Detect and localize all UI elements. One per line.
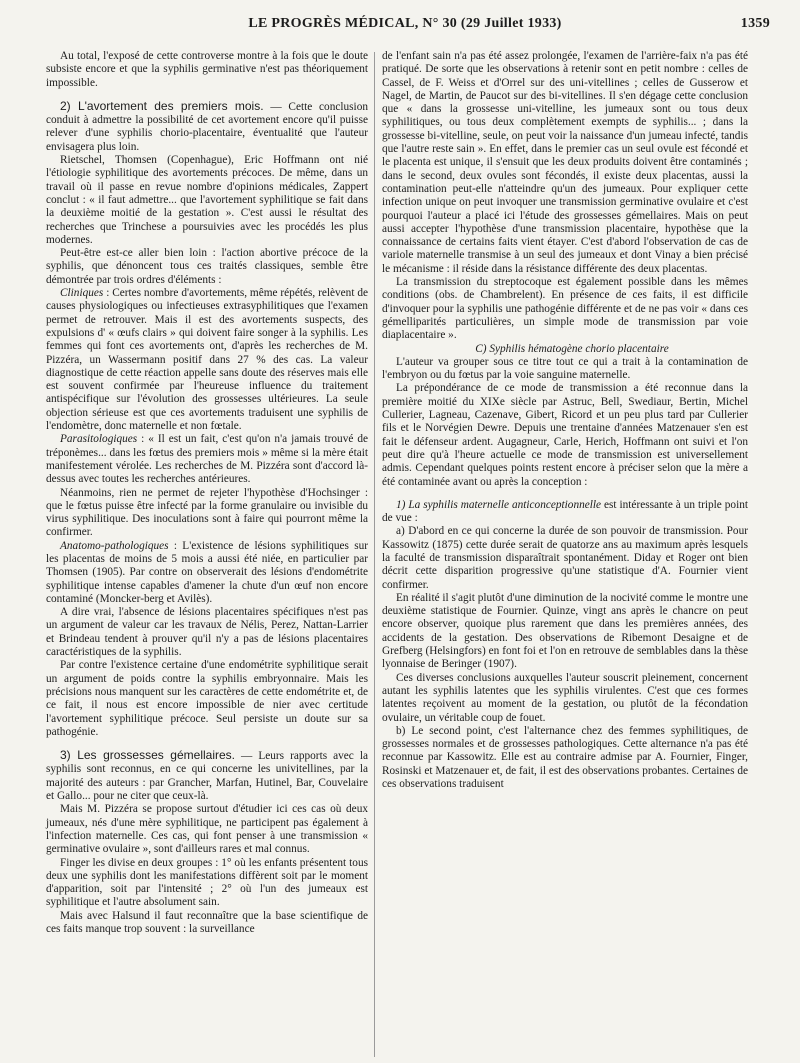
paragraph: L'auteur va grouper sous ce titre tout ce qui a trait à la contamination de l'embryon ou du fœtus par la voie sanguine maternelle. bbox=[382, 355, 748, 382]
right-column bbox=[382, 50, 748, 791]
paragraph: En réalité il s'agit plutôt d'une diminution de la nocivité comme le montre une deuxième statistique de Fournier. Quinze, vingt ans après le chancre on peut encore observer, quoique plus rarement que dans les premières années, des accidents de la gestation. Des observations de Ribemont Desaigne et de Grefberg (Helsingfors) en font foi et l'on en retrouve de semblables dans la thèse lyonnaise de Beringer (1907). bbox=[382, 591, 748, 671]
journal-title: LE PROGRÈS MÉDICAL, N° 30 (29 Juillet 1933) bbox=[248, 16, 562, 31]
italic-lead: Parasitologiques bbox=[60, 433, 138, 446]
paragraph: Au total, l'exposé de cette controverse montre à la fois que le doute subsiste encore et que la syphilis germinative n'est pas théoriquement impossible. bbox=[46, 50, 368, 89]
paragraph: Rietschel, Thomsen (Copenhague), Eric Hoffmann ont nié l'étiologie syphilitique des avortements précoces. De même, dans un travail où il passe en revue nombre d'opinions médicales, Zappert conclut : « il faut admettre... que l'avortement syphilitique se fait dans la deuxième moitié de la gestation ». C'est aussi le résultat des recherches que Trinchese a poursuivies avec les procédés les plus modernes. bbox=[46, 154, 368, 246]
paragraph-text: est intéressante à un triple point de vue : bbox=[382, 498, 748, 525]
section-heading: 2) L'avortement des premiers mois. bbox=[60, 98, 264, 113]
section-3-paragraph bbox=[46, 749, 368, 803]
paragraph: Néanmoins, rien ne permet de rejeter l'hypothèse d'Hochsinger : que le fœtus puisse être infecté par la forme granulaire ou invisible du virus syphilitique. Des inoculations sont à faire qui pourront même la confirmer. bbox=[46, 486, 368, 539]
paragraph: Finger les divise en deux groupes : 1° où les enfants présentent tous deux une syphilis dont les manifestations diffèrent soit par le moment d'apparition, soit par l'intensité ; 2° où l'un des jumeaux est syphilitique et l'autre absolument sain. bbox=[46, 856, 368, 909]
italic-lead: 1) La syphilis maternelle anticonceptionnelle bbox=[396, 498, 602, 511]
page-number: 1359 bbox=[740, 16, 770, 31]
paragraph: Mais M. Pizzéra se propose surtout d'étudier ici ces cas où deux jumeaux, nés d'une mère syphilitique, ne participent pas également à l'infection maternelle. Ces cas, qui font penser à une transmission « germinative ovulaire », sont d'ailleurs rares et mal connus. bbox=[46, 803, 368, 856]
section-heading: 3) Les grossesses gémellaires. bbox=[60, 748, 235, 763]
paragraph bbox=[382, 499, 748, 526]
italic-lead: Anatomo-pathologiques bbox=[60, 539, 169, 552]
column-divider bbox=[374, 52, 375, 1057]
paragraph: Mais avec Halsund il faut reconnaître que la base scientifique de ces faits manque trop souvent : la surveillance bbox=[46, 909, 368, 935]
section-text: — Leurs rapports avec la syphilis sont reconnus, en ce qui concerne les univitellines, par la majorité des auteurs : par Grancher, Marfan, Hutinel, Bar, Couvelaire et Gallo... pour ne citer que ceux-là. bbox=[46, 750, 368, 803]
paragraph: de l'enfant sain n'a pas été assez prolongée, l'examen de l'arrière-faix n'a pas été pratiqué. De sorte que les observations à retenir sont en petit nombre : celles de Cassel, de F. Weiss et d'Orrel sur des uni-vitellines ; celles de Gusserow et Nagel, de Martin, de Paucot sur des bi-vitellines. Il s'en dégage cette conclusion que « dans la grossesse uni-vitelline, les jumeaux sont ou tous deux syphilitiques, ou tous deux complètement exempts de syphilis... ; dans la grossesse bi-vitelline, seule, on peut voir la naissance d'un jumeau infecté, tandis que l'autre reste sain ». En effet, dans le premier cas un seul ovule est fécondé et le placenta est unique, il s'ensuit que les deux produits doivent être contaminés ; dans le second, deux ovules sont fécondés, il existe deux placentas, aussi la contamination peut-elle n'atteindre qu'un des jumeaux. Pour expliquer cette infection unique on peut invoquer une transmission germinative ovulaire et c'est pourquoi l'auteur a placé ici l'étude des grossesses gémellaires. Mais on peut aussi accepter l'hypothèse d'une transmission placentaire, hypothèse que la connaissance de certains faits vient étayer. C'est d'abord l'observation de cas de variole maternelle transmise à un seul des jumeaux et dont Vinay a bien précisé le mécanisme : il réside dans la résistance différente des deux placentas. bbox=[382, 50, 748, 275]
paragraph-text: : L'existence de lésions syphilitiques sur les placentas de moins de 5 mois a aussi été niée, en particulier par Thomsen (1905). Par contre on observerait des lésions d'endométrite syphilitique intense capables d'amener la chute d'un œuf non encore contaminé (Moncker-berg et Avilès). bbox=[46, 539, 368, 605]
paragraph: La prépondérance de ce mode de transmission a été reconnue dans la première moitié du XIXe siècle par Astruc, Bell, Swediaur, Bertin, Michel Cullerier, Lagneau, Cazenave, Gibert, Ricord et un peu plus tard par Cullerier fils et le Norvégien Dewre. Depuis une trentaine d'années Matzenauer s'en est fait le défenseur ardent. Augagneur, Carle, Herich, Hoffmann ont suivi et l'on peut dire qu'à l'heure actuelle ce mode de transmission est universellement admis. Cependant quelques points restent encore à préciser selon que la mère a été contaminée avant ou après la conception : bbox=[382, 382, 748, 488]
paragraph: Ces diverses conclusions auxquelles l'auteur souscrit pleinement, concernent autant les syphilis latentes que les syphilis virulentes. C'est que ces formes latentes reçoivent au moment de la gestation, ou plutôt de la fécondation ovulaire, un véritable coup de fouet. bbox=[382, 671, 748, 724]
paragraph: A dire vrai, l'absence de lésions placentaires spécifiques n'est pas un argument de valeur car les travaux de Nélis, Perez, Nattan-Larrier et Brindeau tendent à prouver qu'il n'y a pas de lésions placentaires caractéristiques de la syphilis. bbox=[46, 606, 368, 659]
left-column bbox=[46, 50, 368, 936]
paragraph bbox=[46, 433, 368, 486]
paragraph: b) Le second point, c'est l'alternance chez des femmes syphilitiques, de grossesses normales et de grossesses pathologiques. Cette alternance n'a pas été reconnue par Kassowitz. Elle est au contraire admise par A. Fournier, Finger, Rosinski et Matzenauer et, de fait, il est des observations probantes. Certaines de ces observations traduisent bbox=[382, 724, 748, 791]
paragraph: a) D'abord en ce qui concerne la durée de son pouvoir de transmission. Pour Kassowitz (1875) cette durée serait de quatorze ans au maximum après lesquels la faculté de transmission disparaîtrait spontanément. Diday et Roger ont bien décrit cette disparition progressive qu'une statistique d'A. Fournier vient confirmer. bbox=[382, 525, 748, 591]
paragraph: La transmission du streptocoque est également possible dans les mêmes conditions (obs. de Chambrelent). En présence de ces faits, il est difficile d'invoquer pour la syphilis une pathogénie différente et de ne pas voir « dans ces gémelliparités particulières, un simple mode de transmission par voie diaplacentaire ». bbox=[382, 276, 748, 342]
paragraph-text: : « Il est un fait, c'est qu'on n'a jamais trouvé de tréponèmes... dans les fœtus des premiers mois » même si la mère était manifestement vérolée. Les recherches de M. Pizzéra sont d'accord là-dessus avec toutes les recherches antérieures. bbox=[46, 433, 368, 486]
paragraph: Peut-être est-ce aller bien loin : l'action abortive précoce de la syphilis, que dénoncent tous ces traités classiques, semble être démontrée par trois ordres d'éléments : bbox=[46, 247, 368, 286]
paragraph bbox=[46, 287, 368, 433]
subsection-heading: C) Syphilis hématogène chorio placentaire bbox=[475, 342, 669, 355]
paragraph bbox=[46, 540, 368, 606]
section-2-paragraph bbox=[46, 100, 368, 154]
paragraph: Par contre l'existence certaine d'une endométrite syphilitique serait un argument de poids contre la syphilis embryonnaire. Mais les précisions nous manquent sur les caractères de cette endométrite et, de ce fait, il nous est encore impossible de nier avec certitude l'avortement syphilitique précoce. Seul persiste un doute sur sa pathogénie. bbox=[46, 659, 368, 738]
italic-lead: Cliniques bbox=[60, 287, 104, 300]
section-text: — Cette conclusion conduit à admettre la possibilité de cet avortement encore qu'il puisse relever d'une syphilis chorio-placentaire, éventualité que l'auteur envisagera plus loin. bbox=[46, 100, 368, 153]
running-header bbox=[40, 16, 770, 38]
paragraph-text: : Certes nombre d'avortements, même répétés, relèvent de causes physiologiques ou infectieuses extrasyphilitiques que l'examen permet de retrouver. Mais il est des avortements suspects, des expulsions d' « œufs clairs » qui doivent faire songer à la syphilis. Les femmes qui font ces avortements ont, d'après les recherches de M. Pizzéra, un Wassermann positif dans 27 % des cas. La valeur diagnostique de cette réaction appelle sans doute des réserves mais elle est souvent confirmée par l'heureuse influence du traitement antispécifique sur l'évolution des grossesses ultérieures. La seule objection sérieuse est que ces avortements traduisent une syphilis de l'endomètre, donc maternelle et non fœtale. bbox=[46, 287, 368, 433]
